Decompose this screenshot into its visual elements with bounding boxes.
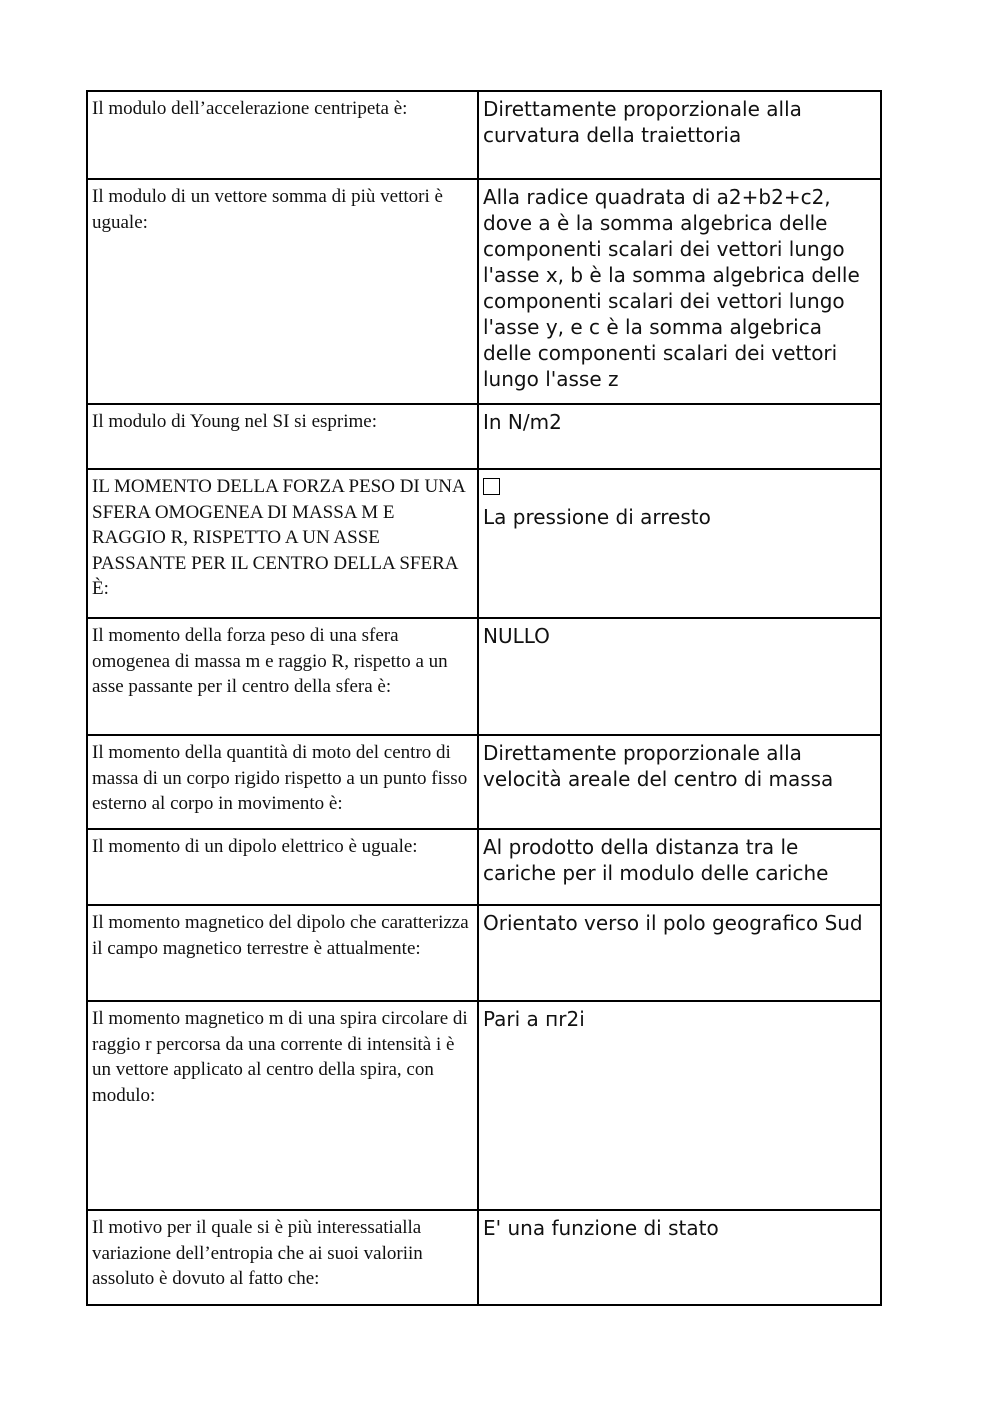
answer-cell: Pari a пr2i xyxy=(478,1001,881,1210)
question-cell: Il motivo per il quale si è più interessatialla variazione dell’entropia che ai suoi valoriin assoluto è dovuto al fatto che: xyxy=(87,1210,478,1305)
table-row xyxy=(87,1210,881,1305)
table-row xyxy=(87,404,881,469)
answer-cell: E' una funzione di stato xyxy=(478,1210,881,1305)
answer-cell: In N/m2 xyxy=(478,404,881,469)
answer-cell: Alla radice quadrata di a2+b2+c2, dove a è la somma algebrica delle componenti scalari dei vettori lungo l'asse x, b è la somma algebrica delle componenti scalari dei vettori lungo l'asse y, e c è la somma algebrica delle componenti scalari dei vettori lungo l'asse z xyxy=(478,179,881,404)
qa-table xyxy=(86,90,882,1306)
answer-text: La pressione di arresto xyxy=(483,505,711,529)
question-cell: Il momento di un dipolo elettrico è uguale: xyxy=(87,829,478,905)
table-row xyxy=(87,179,881,404)
table-row xyxy=(87,469,881,618)
answer-cell: Direttamente proporzionale alla curvatura della traiettoria xyxy=(478,91,881,179)
table-row xyxy=(87,735,881,829)
question-cell: Il modulo di Young nel SI si esprime: xyxy=(87,404,478,469)
question-cell: IL MOMENTO DELLA FORZA PESO DI UNA SFERA OMOGENEA DI MASSA M E RAGGIO R, RISPETTO A UN ASSE PASSANTE PER IL CENTRO DELLA SFERA È: xyxy=(87,469,478,618)
question-cell: Il momento magnetico del dipolo che caratterizza il campo magnetico terrestre è attualmente: xyxy=(87,905,478,1001)
checkbox-icon xyxy=(483,478,500,495)
question-cell: Il momento della quantità di moto del centro di massa di un corpo rigido rispetto a un punto fisso esterno al corpo in movimento è: xyxy=(87,735,478,829)
answer-cell: Direttamente proporzionale alla velocità areale del centro di massa xyxy=(478,735,881,829)
answer-cell xyxy=(478,469,881,618)
table-row xyxy=(87,1001,881,1210)
table-row xyxy=(87,829,881,905)
table-row xyxy=(87,905,881,1001)
question-cell: Il momento magnetico m di una spira circolare di raggio r percorsa da una corrente di intensità i è un vettore applicato al centro della spira, con modulo: xyxy=(87,1001,478,1210)
answer-cell: Al prodotto della distanza tra le cariche per il modulo delle cariche xyxy=(478,829,881,905)
question-cell: Il modulo di un vettore somma di più vettori è uguale: xyxy=(87,179,478,404)
answer-cell: NULLO xyxy=(478,618,881,735)
question-cell: Il momento della forza peso di una sfera omogenea di massa m e raggio R, rispetto a un asse passante per il centro della sfera è: xyxy=(87,618,478,735)
table-row xyxy=(87,618,881,735)
answer-cell: Orientato verso il polo geografico Sud xyxy=(478,905,881,1001)
table-row xyxy=(87,91,881,179)
question-cell: Il modulo dell’accelerazione centripeta è: xyxy=(87,91,478,179)
